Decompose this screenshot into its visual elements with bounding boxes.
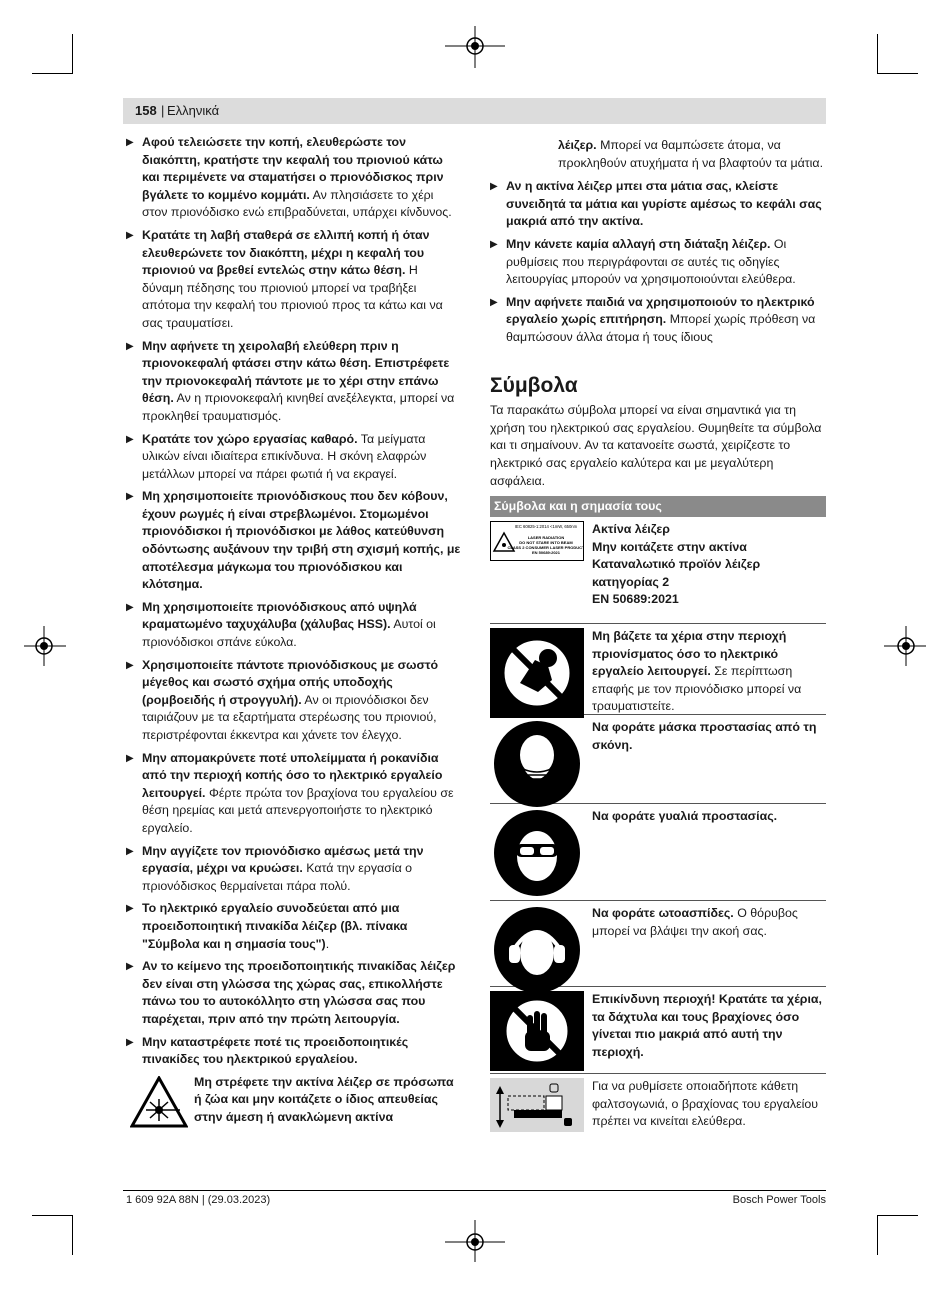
bullet-normal-text: Αυτοί οι πριονόδισκοι σπάνε εύκολα. <box>142 617 436 650</box>
continuation-text <box>490 137 826 172</box>
symbol-row <box>490 1074 826 1134</box>
svg-text:IEC 60825-1:2014 <1mW, 650nm: IEC 60825-1:2014 <1mW, 650nm <box>514 524 578 530</box>
symbol-bold-text: Να φοράτε μάσκα προστασίας από τη σκόνη. <box>592 720 817 752</box>
bullet-item <box>126 958 461 1028</box>
crop-mark <box>72 34 73 74</box>
crop-mark <box>878 73 918 74</box>
bullet-item <box>126 750 461 838</box>
crop-mark <box>72 1215 73 1255</box>
bullet-item <box>490 178 826 231</box>
bullet-arrow-icon: ▶ <box>126 659 134 671</box>
bullet-bold-text: Χρησιμοποιείτε πάντοτε πριονόδισκους με σωστό μέγεθος και σωστό σχήμα οπής υποδοχής (ρομβοειδής ή στρογγυλή). <box>142 657 439 707</box>
bullet-bold-text: Μην καταστρέφετε ποτέ τις προειδοποιητικές πινακίδες του ηλεκτρικού εργαλείου. <box>142 1034 409 1067</box>
bullet-bold-text: Αν η ακτίνα λέιζερ μπει στα μάτια σας, κλείστε συνειδητά τα μάτια και γυρίστε αμέσως το κεφάλι σας μακριά από την ακτίνα. <box>506 179 822 229</box>
bullet-arrow-icon: ▶ <box>126 903 134 915</box>
crop-mark <box>878 1215 918 1216</box>
symbol-description <box>592 1074 826 1131</box>
svg-text:LASER RADIATION: LASER RADIATION <box>527 535 565 541</box>
continuation-bold: λέιζερ. <box>558 138 597 152</box>
bullet-arrow-icon: ▶ <box>126 491 134 503</box>
footer-doc-id: 1 609 92A 88N | (29.03.2023) <box>126 1194 271 1206</box>
symbol-bold-text: Επικίνδυνη περιοχή! Κρατάτε τα χέρια, τα δάχτυλα και τους βραχίονες όσο γίνεται πιο μακριά από αυτή την περιοχή. <box>592 992 822 1059</box>
bullet-item <box>126 134 461 222</box>
bullet-bold-text: Το ηλεκτρικό εργαλείο συνοδεύεται από μια προειδοποιητική πινακίδα λέιζερ (βλ. πίνακα "Σύμβολα και η σημασία τους") <box>142 901 408 951</box>
symbol-bold-text: Να φοράτε γυαλιά προστασίας. <box>592 809 778 824</box>
dust-mask-icon <box>490 719 586 815</box>
header-separator: | <box>161 103 165 118</box>
crop-mark <box>32 1215 72 1216</box>
svg-text:CLASS 2 CONSUMER LASER PRODUCT: CLASS 2 CONSUMER LASER PRODUCT <box>507 545 584 551</box>
symbol-row <box>490 624 826 715</box>
bullet-arrow-icon: ▶ <box>126 137 134 148</box>
bullet-item <box>490 294 826 347</box>
bullet-arrow-icon: ▶ <box>490 181 498 193</box>
bullet-normal-text: Αν η πριονοκεφαλή κινηθεί ανεξέλεγκτα, μπορεί να προκληθεί τραυματισμός. <box>142 391 455 423</box>
footer-brand: Bosch Power Tools <box>732 1194 826 1206</box>
bullet-normal-text: Οι ρυθμίσεις που περιγράφονται σε αυτές τις οδηγίες λειτουργίας μπορούν να χρησιμοποιούνται ελεύθερα. <box>506 236 796 287</box>
left-bullet-list <box>126 134 461 1069</box>
symbol-description <box>592 624 826 716</box>
bullet-bold-text: Μην κάνετε καμία αλλαγή στη διάταξη λέιζερ. <box>506 236 771 251</box>
laser-label-icon <box>490 521 586 567</box>
symbol-normal-text: Σε περίπτωση επαφής με τον πριονόδισκο μπορεί να τραυματιστείτε. <box>592 664 802 714</box>
symbol-bold-text: Μη βάζετε τα χέρια στην περιοχή πριονίσματος όσο το ηλεκτρικό εργαλείο λειτουργεί. <box>592 629 787 679</box>
crop-mark <box>32 73 72 74</box>
symbol-row <box>490 987 826 1074</box>
bullet-arrow-icon: ▶ <box>490 296 498 308</box>
symbols-table-header: Σύμβολα και η σημασία τους <box>490 496 826 517</box>
svg-text:DO NOT STARE INTO BEAM: DO NOT STARE INTO BEAM <box>519 540 573 546</box>
bullet-item <box>490 236 826 289</box>
bullet-item <box>126 843 461 896</box>
page-header <box>123 98 826 124</box>
registration-mark-icon <box>20 622 68 670</box>
bullet-normal-text: Τα μείγματα υλικών είναι ιδιαίτερα επικίνδυνα. Η σκόνη ελαφρών μετάλλων μπορεί να πάρει φωτιά ή να εκραγεί. <box>142 431 427 481</box>
bullet-normal-text: Αν πλησιάσετε το χέρι στον πριονόδισκο ενώ επιβραδύνεται, υπάρχει κίνδυνος. <box>142 187 452 220</box>
bullet-item <box>126 900 461 953</box>
symbol-normal-text: Για να ρυθμίσετε οποιαδήποτε κάθετη φαλτσογωνιά, ο βραχίονας του εργαλείου πρέπει να κινείται ελεύθερα. <box>592 1079 819 1129</box>
header-language: Ελληνικά <box>167 103 220 118</box>
laser-warning-text: Μη στρέφετε την ακτίνα λέιζερ σε πρόσωπα ή ζώα και μην κοιτάζετε ο ίδιος απευθείας στην άμεση ή ανακλώμενη ακτίνα <box>194 1074 454 1124</box>
registration-mark-icon <box>445 1218 505 1266</box>
bullet-arrow-icon: ▶ <box>490 238 498 250</box>
bullet-normal-text: . <box>325 936 330 951</box>
laser-warning-block <box>126 1074 461 1134</box>
symbol-row <box>490 901 826 987</box>
bullet-bold-text: Αν το κείμενο της προειδοποιητικής πινακίδας λέιζερ δεν είναι στη γλώσσα της χώρας σας, επικολλήστε πάνω του το αυτοκόλλητο στη γλώσσα σας που παρέχεται, πριν από την πρώτη λειτουργία. <box>142 959 456 1026</box>
bullet-item <box>126 338 461 426</box>
bullet-bold-text: Αφού τελειώσετε την κοπή, ελευθερώστε τον διακόπτη, κρατήστε την κεφαλή του πριονιού κάτω και περιμένετε να σταματήσει ο πριονόδισκος πριν βγάλετε το κομμένο κομμάτι. <box>142 135 444 202</box>
symbol-row <box>490 804 826 901</box>
bullet-bold-text: Μη χρησιμοποιείτε πριονόδισκους που δεν κόβουν, έχουν ρωγμές ή είναι στρεβλωμένοι. Στομωμένοι πριονόδισκοι ή πριονόδισκοι με λάθος κατεύθυνση οδόντωσης αυξάνουν την τριβή στη σχισμή κοπής, με αποτέλεσμα μάγκωμα του πριονόδισκου και κλότσημα. <box>142 489 461 592</box>
no-hands-saw-icon <box>490 628 586 724</box>
right-column <box>490 137 826 1134</box>
symbol-bold-text: Να φοράτε ωτοασπίδες. <box>592 906 734 921</box>
bullet-bold-text: Μην αφήνετε τη χειρολαβή ελεύθερη πριν η πριονοκεφαλή φτάσει στην κάτω θέση. Επιστρέφετε την πριονοκεφαλή πάντοτε με το χέρι στην επάνω θέση. <box>142 338 450 406</box>
bullet-arrow-icon: ▶ <box>126 961 134 973</box>
continuation-normal: Μπορεί να θαμπώσετε άτομα, να προκληθούν ατυχήματα ή να βλαφτούν τα μάτια. <box>558 138 824 170</box>
symbol-description <box>592 901 826 940</box>
bullet-bold-text: Μην απομακρύνετε ποτέ υπολείμματα ή ροκανίδια από την περιοχή κοπής όσο το ηλεκτρικό εργαλείο λειτουργεί. <box>142 750 443 800</box>
safety-goggles-icon <box>490 808 586 904</box>
bullet-bold-text: Μη χρησιμοποιείτε πριονόδισκους από υψηλά κραματωμένο ταχυχάλυβα (χάλυβας HSS). <box>142 599 417 632</box>
bullet-item <box>126 227 461 333</box>
symbols-table <box>490 517 826 1134</box>
bullet-item <box>126 488 461 594</box>
footer-rule <box>123 1190 826 1191</box>
bullet-bold-text: Μην αφήνετε παιδιά να χρησιμοποιούν το ηλεκτρικό εργαλείο χωρίς επιτήρηση. <box>506 294 815 327</box>
bullet-normal-text: Αν οι πριονόδισκοι δεν ταιριάζουν με τα εξαρτήματα στερέωσης του πριονιού, περιστρέφονται έκκεντρα και χάνετε τον έλεγχο. <box>142 692 437 742</box>
section-title: Σύμβολα <box>490 373 578 397</box>
bullet-arrow-icon: ▶ <box>126 601 134 613</box>
bullet-normal-text: Κατά την εργασία ο πριονόδισκος θερμαίνεται πάρα πολύ. <box>142 861 413 893</box>
bullet-item <box>126 599 461 652</box>
section-intro: Τα παρακάτω σύμβολα μπορεί να είναι σημαντικά για τη χρήση του ηλεκτρικού σας εργαλείου. Θυμηθείτε τα σύμβολα και τι σημαίνουν. Αν τα κατανοείτε σωστά, χειρίζεστε το ηλεκτρικό σας εργαλείο καλύτερα και με μεγαλύτερη ασφάλεια. <box>490 403 822 488</box>
bullet-item <box>126 657 461 745</box>
symbol-description <box>592 804 826 826</box>
symbol-normal-text: Ο θόρυβος μπορεί να βλάψει την ακοή σας. <box>592 906 798 938</box>
svg-text:EN 50689:2021: EN 50689:2021 <box>531 550 561 556</box>
symbol-description <box>592 715 826 754</box>
registration-mark-icon <box>882 622 930 670</box>
bullet-arrow-icon: ▶ <box>126 229 134 241</box>
right-bullet-list <box>490 178 826 346</box>
bullet-normal-text: Μπορεί χωρίς πρόθεση να θαμπώσουν άλλα άτομα ή τους ίδιους <box>506 312 816 344</box>
bullet-item <box>126 431 461 484</box>
crop-mark <box>877 34 878 74</box>
symbol-description <box>592 517 826 609</box>
bullet-normal-text: Φέρτε πρώτα τον βραχίονα του εργαλείου σε θέση ηρεμίας και μετά απενεργοποιήστε το ηλεκτρικό εργαλείο. <box>142 785 454 835</box>
danger-zone-hand-icon <box>490 991 586 1077</box>
symbol-row <box>490 715 826 804</box>
bullet-normal-text: Η δύναμη πέδησης του πριονιού μπορεί να τραβήξει απότομα την κεφαλή του πριονιού προς τα κάτω και να σας τραυματίσει. <box>142 263 443 330</box>
symbol-bold-text: Ακτίνα λέιζερ Μην κοιτάζετε στην ακτίνα Καταναλωτικό προϊόν λέιζερ κατηγορίας 2 EN 50689:2021 <box>592 522 761 607</box>
laser-warning-icon <box>130 1076 188 1128</box>
bullet-arrow-icon: ▶ <box>126 1036 134 1048</box>
bullet-item <box>126 1034 461 1069</box>
bullet-bold-text: Μην αγγίζετε τον πριονόδισκο αμέσως μετά την εργασία, μέχρι να κρυώσει. <box>142 843 424 876</box>
symbol-row <box>490 517 826 624</box>
bullet-bold-text: Κρατάτε τη λαβή σταθερά σε ελλιπή κοπή ή όταν ελευθερώνετε τον διακόπτη, μέχρι η κεφαλή του πριονιού να βρεθεί εντελώς στην κάτω θέση. <box>142 227 430 278</box>
bullet-arrow-icon: ▶ <box>126 433 134 445</box>
left-column <box>126 134 461 1134</box>
page-number: 158 <box>135 103 157 118</box>
bullet-arrow-icon: ▶ <box>126 752 134 764</box>
crop-mark <box>877 1215 878 1255</box>
symbol-description <box>592 987 826 1061</box>
bullet-arrow-icon: ▶ <box>126 340 134 352</box>
bullet-bold-text: Κρατάτε τον χώρο εργασίας καθαρό. <box>142 431 358 446</box>
bullet-arrow-icon: ▶ <box>126 845 134 857</box>
registration-mark-icon <box>445 22 505 70</box>
miter-adjust-icon <box>490 1078 586 1138</box>
